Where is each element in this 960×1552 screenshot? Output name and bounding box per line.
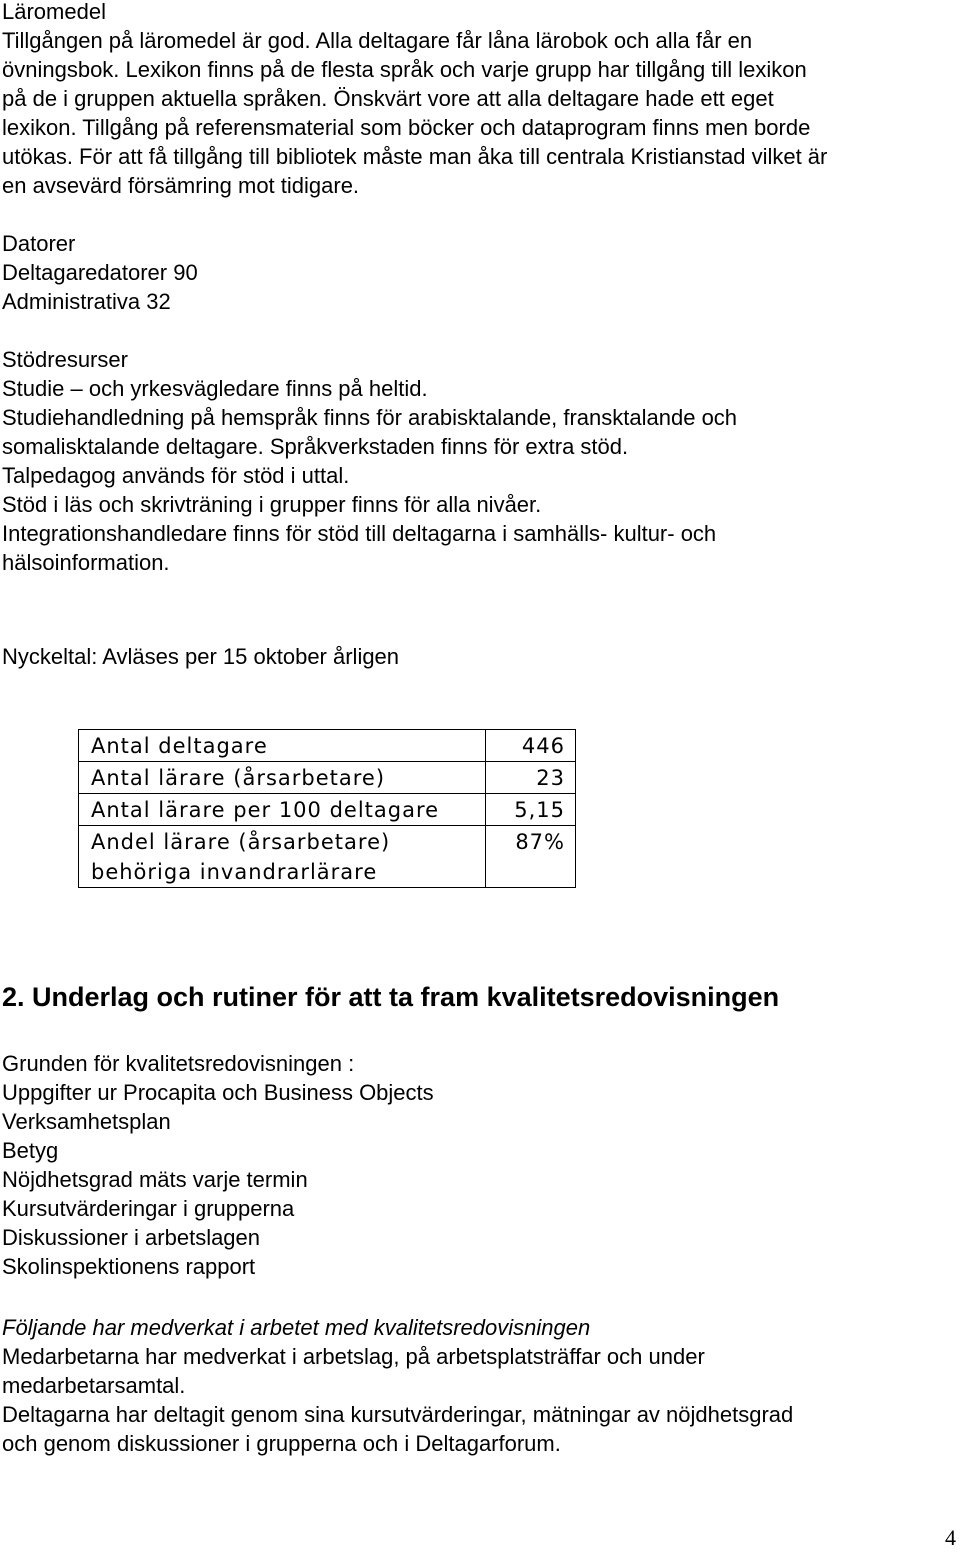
section-grunden bbox=[2, 1049, 434, 1281]
paragraph-line: Administrativa 32 bbox=[2, 289, 171, 314]
table-cell-value: 87% bbox=[486, 826, 576, 888]
list-line: Diskussioner i arbetslagen bbox=[2, 1225, 261, 1250]
section-heading: Nyckeltal: Avläses per 15 oktober årligen bbox=[2, 644, 400, 669]
paragraph-line: hälsoinformation. bbox=[2, 550, 170, 575]
table-row bbox=[79, 826, 576, 888]
paragraph-line: Studie – och yrkesvägledare finns på heltid. bbox=[2, 376, 428, 401]
page-number: 4 bbox=[945, 1525, 956, 1550]
list-line: Grunden för kvalitetsredovisningen : bbox=[2, 1051, 355, 1076]
table-row bbox=[79, 794, 576, 826]
list-line: Kursutvärderingar i grupperna bbox=[2, 1196, 295, 1221]
table-cell-label: Antal lärare (årsarbetare) bbox=[79, 762, 486, 794]
paragraph-line: Tillgången på läromedel är god. Alla deltagare får låna lärobok och alla får en bbox=[2, 28, 753, 53]
section-stodresurser bbox=[2, 345, 737, 577]
paragraph-line: Deltagarna har deltagit genom sina kursutvärderingar, mätningar av nöjdhetsgrad bbox=[2, 1402, 794, 1427]
paragraph-line: medarbetarsamtal. bbox=[2, 1373, 186, 1398]
table-row bbox=[79, 730, 576, 762]
table-row bbox=[79, 762, 576, 794]
list-line: Betyg bbox=[2, 1138, 59, 1163]
paragraph-line: och genom diskussioner i grupperna och i Deltagarforum. bbox=[2, 1431, 561, 1456]
section-heading: Datorer bbox=[2, 231, 76, 256]
list-line: Skolinspektionens rapport bbox=[2, 1254, 256, 1279]
table-cell-label: Antal deltagare bbox=[79, 730, 486, 762]
table-cell-value: 446 bbox=[486, 730, 576, 762]
paragraph-line: Studiehandledning på hemspråk finns för arabisktalande, fransktalande och bbox=[2, 405, 738, 430]
nyckeltal-table bbox=[78, 729, 576, 888]
list-line: Uppgifter ur Procapita och Business Objects bbox=[2, 1080, 434, 1105]
label-line: Andel lärare (årsarbetare) bbox=[91, 830, 391, 854]
section-2-heading: 2. Underlag och rutiner för att ta fram kvalitetsredovisningen bbox=[2, 982, 780, 1012]
paragraph-line: utökas. För att få tillgång till bibliotek måste man åka till centrala Kristianstad vilket är bbox=[2, 144, 828, 169]
paragraph-line: Integrationshandledare finns för stöd till deltagarna i samhälls- kultur- och bbox=[2, 521, 717, 546]
paragraph-line: övningsbok. Lexikon finns på de flesta språk och varje grupp har tillgång till lexikon bbox=[2, 57, 807, 82]
section-laromedel bbox=[2, 0, 827, 200]
section-foljande bbox=[2, 1313, 793, 1458]
italic-heading: Följande har medverkat i arbetet med kvalitetsredovisningen bbox=[2, 1315, 591, 1340]
section-heading: Läromedel bbox=[2, 0, 106, 24]
table-cell-label bbox=[79, 826, 486, 888]
paragraph-line: Medarbetarna har medverkat i arbetslag, på arbetsplatsträffar och under bbox=[2, 1344, 705, 1369]
label-line: behöriga invandrarlärare bbox=[91, 860, 378, 884]
paragraph-line: Stöd i läs och skrivträning i grupper finns för alla nivåer. bbox=[2, 492, 542, 517]
table-cell-value: 5,15 bbox=[486, 794, 576, 826]
section-heading: Stödresurser bbox=[2, 347, 128, 372]
paragraph-line: en avsevärd försämring mot tidigare. bbox=[2, 173, 360, 198]
paragraph-line: somalisktalande deltagare. Språkverkstaden finns för extra stöd. bbox=[2, 434, 629, 459]
paragraph-line: Deltagaredatorer 90 bbox=[2, 260, 198, 285]
table-cell-value: 23 bbox=[486, 762, 576, 794]
section-nyckeltal bbox=[2, 642, 399, 671]
list-line: Nöjdhetsgrad mäts varje termin bbox=[2, 1167, 308, 1192]
paragraph-line: lexikon. Tillgång på referensmaterial som böcker och dataprogram finns men borde bbox=[2, 115, 811, 140]
paragraph-line: Talpedagog används för stöd i uttal. bbox=[2, 463, 350, 488]
table-cell-label: Antal lärare per 100 deltagare bbox=[79, 794, 486, 826]
list-line: Verksamhetsplan bbox=[2, 1109, 171, 1134]
paragraph-line: på de i gruppen aktuella språken. Önskvärt vore att alla deltagare hade ett eget bbox=[2, 86, 774, 111]
section-datorer bbox=[2, 229, 198, 316]
